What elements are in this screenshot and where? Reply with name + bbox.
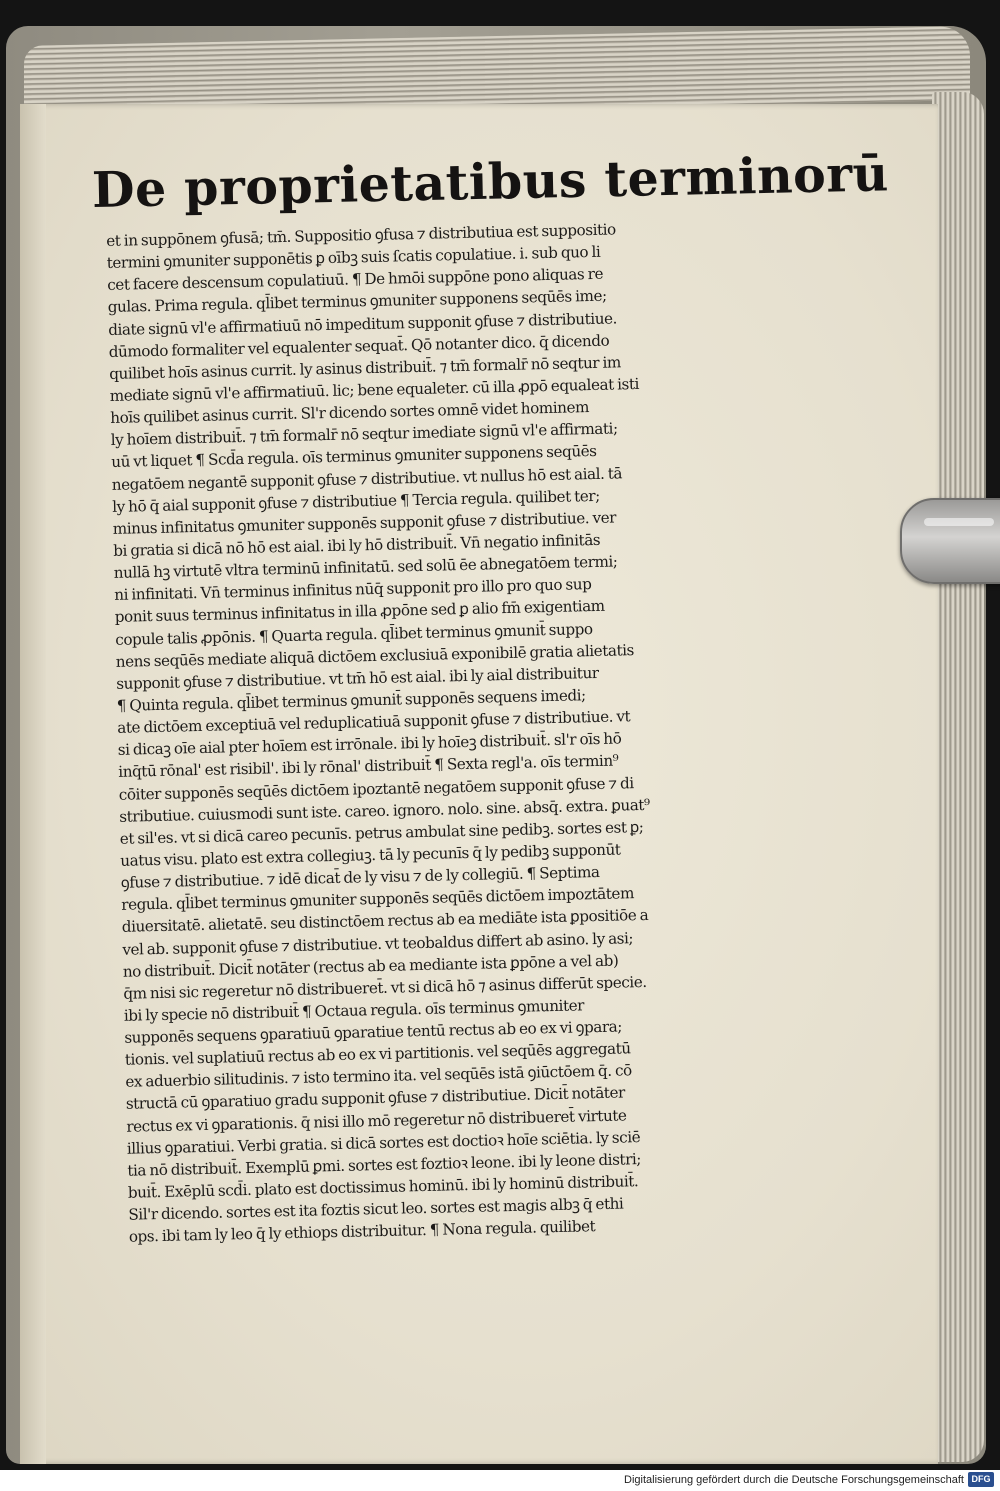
text-line: ly hō q̄ aial supponit ꝯfuse ⁊ distributiue ¶ Tercia regula. quilibet ter; (112, 486, 600, 516)
text-block (106, 216, 729, 1248)
text-line: supponit ꝯfuse ⁊ distributiue. vt tm̄ hō est aial. ibi ly aial distribuitur (116, 663, 599, 693)
text-line: ate dictōem exceptiuā vel reduplicatiuā supponit ꝯfuse ⁊ distributiue. vt (117, 707, 631, 737)
text-line: q̄m nisi sic regeretur nō distribueret̄. vt si dicā hō ⁊ asinus differūt specie. (123, 972, 647, 1003)
footer (0, 1470, 1000, 1491)
text-line: regula. ql̄ibet terminus ꝯmuniter supponēs seqūēs dictōem impoztātem (121, 884, 635, 915)
text-line: cōiter supponēs seqūēs dictōem ipoztantē negatōem supponit ꝯfuse ⁊ di (118, 773, 634, 804)
dfg-logo-icon: DFG (968, 1472, 994, 1487)
text-line: minus infinitatus ꝯmuniter supponēs supponit ꝯfuse ⁊ distributiue. ver (112, 508, 617, 538)
text-line: cet facere descensum copulatiuū. ¶ De hmōi suppōne pono aliquas re (107, 265, 604, 295)
text-line: nens seqūēs mediate aliquā dictōem exclusiuā exponibilē gratia alietatis (115, 640, 635, 671)
page-clip-highlight (924, 518, 994, 526)
text-line: Sil'r dicendo. sortes est ita foztis sicut leo. sortes est magis albꝫ q̄ ethi (128, 1194, 624, 1224)
text-line: negatōem negantē supponit ꝯfuse ⁊ distributiue. vt nullus hō est aial. tā (111, 463, 623, 494)
text-line: supponēs sequens ꝯparatiuū ꝯparatiue tentū rectus ab eo ex vi ꝯpara; (124, 1017, 623, 1047)
text-line: gulas. Prima regula. ql̄ibet terminus ꝯmuniter supponens seqūēs ime; (107, 287, 607, 317)
text-line: uū vt liquet ¶ Scd̄a regula. oīs terminus ꝯmuniter supponens seqūēs (111, 442, 597, 472)
page-gutter (20, 104, 46, 1464)
text-line: no distribuit̄. Dicit̄ notāter (rectus ab ea mediante ista ꝑpōne a vel ab) (122, 951, 619, 981)
text-line: inq̄tū rōnal' est risibil'. ibi ly rōnal' distribuit̄ ¶ Sexta regl'a. oīs termin⁹ (118, 751, 619, 782)
text-line: buit̄. Exēplū scd̄i. plato est doctissimus hominū. ibi ly hominū distribuit̄. (127, 1172, 639, 1202)
text-line: vel ab. supponit ꝯfuse ⁊ distributiue. vt teobaldus differt ab asino. ly asi; (122, 928, 634, 959)
text-line: nullā hꝫ virtutē vltra terminū infinitatū. sed solū ēe abnegatōem termi; (113, 552, 618, 583)
text-line: illius ꝯparatiui. Verbi gratia. si dicā sortes est doctioꝛ hoīe sciētia. ly sciē (126, 1127, 641, 1158)
text-line: copule talis ꝓpōnis. ¶ Quarta regula. ql̄ibet terminus ꝯmunit̄ suppo (115, 619, 593, 649)
text-line: tionis. vel suplatiuū rectus ab eo ex vi partitionis. vel seqūēs aggregatū (124, 1039, 631, 1069)
text-line: ni infinitati. Vn̄ terminus infinitus nūq̄ supponit pro illo pro quo sup (114, 575, 592, 605)
text-line: dūmodo formaliter vel equalenter sequat̄. Qō notanter dico. q̄ dicendo (108, 331, 610, 361)
text-line: ibi ly specie nō distribuit̄ ¶ Octaua regula. oīs terminus ꝯmuniter (123, 996, 585, 1025)
text-line: ops. ibi tam ly leo q̄ ly ethiops distribuitur. ¶ Nona regula. quilibet (128, 1217, 596, 1247)
page-clip (900, 498, 1000, 584)
text-line: et sil'es. vt si dicā careo pecunīs. petrus ambulat sine pedibꝫ. sortes est ꝑ; (119, 817, 644, 848)
text-line: quilibet hoīs asinus currit. ly asinus distribuit̄. ⁊ tm̄ formalr̄ nō seqtur im (109, 353, 622, 383)
text-line: bi gratia si dicā nō hō est aial. ibi ly hō distribuit̄. Vn̄ negatio infinitās (113, 530, 601, 560)
text-line: et in suppōnem ꝯfusā; tm̄. Suppositio ꝯfusa ⁊ distributiua est suppositio (106, 220, 616, 250)
text-line: ¶ Quinta regula. ql̄ibet terminus ꝯmunit̄ supponēs sequens imedi; (116, 686, 586, 715)
text-line: structā cū ꝯparatiuo gradu supponit ꝯfuse ⁊ distributiue. Dicit̄ notāter (125, 1083, 626, 1114)
text-line: stributiue. cuiusmodi sunt iste. careo. ignoro. nolo. sine. absq̄. extra. ꝑuat⁹ (119, 795, 650, 826)
text-line: hoīs quilibet asinus currit. Sl'r dicendo sortes omnē videt hominem (110, 398, 590, 428)
footer-credit: Digitalisierung gefördert durch die Deutsche Forschungsgemeinschaft (624, 1474, 964, 1486)
text-line: ꝯfuse ⁊ distributiue. ⁊ idē dicat̄ de ly visu ⁊ de ly collegiū. ¶ Septima (120, 863, 600, 892)
text-line: diuersitatē. alietatē. seu distinctōem rectus ab ea mediāte ista ꝑpositiōe a (121, 906, 649, 937)
text-line: uatus visu. plato est extra collegiuꝫ. tā ly pecunīs q̄ ly pedibꝫ supponūt (120, 840, 621, 870)
text-line: ex aduerbio silitudinis. ⁊ isto termino ita. vel seqūēs istā ꝯiūctōem q̄. cō (125, 1061, 632, 1092)
page-heading: De proprietatibus terminorū (91, 144, 890, 219)
text-line: si dicaꝫ oīe aial pter hoīem est irrōnale. ibi ly hoīeꝫ distribuit̄. sl'r oīs hō (117, 729, 622, 760)
text-line: rectus ex vi ꝯparationis. q̄ nisi illo mō regeretur nō distribueret̄ virtute (126, 1106, 627, 1136)
text-line: tia nō distribuit̄. Exemplū ꝑmi. sortes est foztioꝛ leone. ibi ly leone distri; (127, 1150, 642, 1180)
text-line: ly hoīem distribuit̄. ⁊ tm̄ formalr̄ nō seqtur imediate signū vl'e affirmati; (110, 419, 618, 450)
text-line: diate signū vl'e affirmatiuū nō impeditum supponit ꝯfuse ⁊ distributiue. (108, 308, 618, 339)
text-line: ponit suus terminus infinitatus in illa ꝓpōne sed ꝑ alio fm̄ exigentiam (114, 597, 605, 627)
text-line: termini ꝯmuniter supponētis ꝑ oībꝫ suis ſcatis copulatiue. i. sub quo li (106, 242, 601, 273)
text-line: mediate signū vl'e affirmatiuū. lic; bene equaleter. cū illa ꝓpō equaleat isti (109, 374, 640, 405)
book-fore-edge (932, 92, 984, 1462)
